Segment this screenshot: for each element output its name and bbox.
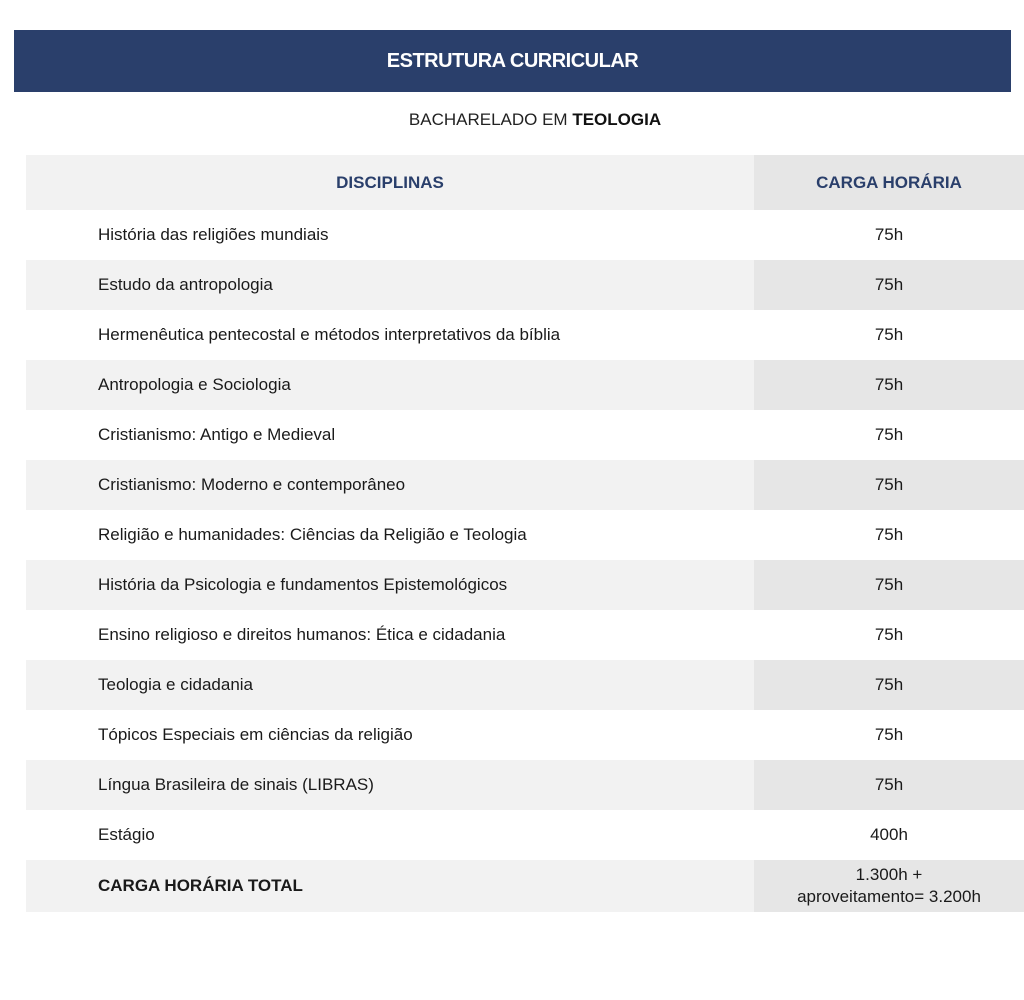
discipline-name: Teologia e cidadania — [26, 660, 754, 710]
table-row — [26, 660, 1024, 710]
total-hours-line1: 1.300h + — [855, 865, 923, 884]
discipline-name: Estudo da antropologia — [26, 260, 754, 310]
page-banner — [14, 30, 1011, 92]
discipline-name: Cristianismo: Antigo e Medieval — [26, 410, 754, 460]
discipline-name: História da Psicologia e fundamentos Epistemológicos — [26, 560, 754, 610]
discipline-hours: 75h — [754, 710, 1024, 760]
discipline-hours: 75h — [754, 560, 1024, 610]
table-row — [26, 310, 1024, 360]
curriculum-table — [26, 155, 1024, 912]
total-row — [26, 860, 1024, 912]
discipline-hours: 75h — [754, 760, 1024, 810]
discipline-name: Hermenêutica pentecostal e métodos interpretativos da bíblia — [26, 310, 754, 360]
table-row — [26, 410, 1024, 460]
banner-title: ESTRUTURA CURRICULAR — [386, 49, 639, 72]
table-row — [26, 360, 1024, 410]
table-row — [26, 460, 1024, 510]
discipline-name: Ensino religioso e direitos humanos: Ética e cidadania — [26, 610, 754, 660]
header-hours: CARGA HORÁRIA — [754, 155, 1024, 210]
discipline-name: Tópicos Especiais em ciências da religião — [26, 710, 754, 760]
table-row — [26, 760, 1024, 810]
discipline-hours: 75h — [754, 310, 1024, 360]
discipline-hours: 75h — [754, 410, 1024, 460]
table-header — [26, 155, 1024, 210]
discipline-hours: 75h — [754, 360, 1024, 410]
discipline-hours: 75h — [754, 510, 1024, 560]
discipline-name: Estágio — [26, 810, 754, 860]
table-row — [26, 560, 1024, 610]
discipline-name: História das religiões mundiais — [26, 210, 754, 260]
total-label: CARGA HORÁRIA TOTAL — [26, 860, 754, 912]
discipline-hours: 400h — [754, 810, 1024, 860]
table-row — [26, 510, 1024, 560]
discipline-name: Antropologia e Sociologia — [26, 360, 754, 410]
discipline-hours: 75h — [754, 210, 1024, 260]
course-subtitle — [0, 110, 1024, 130]
discipline-hours: 75h — [754, 660, 1024, 710]
total-hours — [754, 860, 1024, 912]
table-row — [26, 710, 1024, 760]
discipline-name: Religião e humanidades: Ciências da Religião e Teologia — [26, 510, 754, 560]
course-name: TEOLOGIA — [572, 110, 662, 129]
table-row — [26, 210, 1024, 260]
header-disciplines: DISCIPLINAS — [26, 155, 754, 210]
table-row — [26, 610, 1024, 660]
table-row — [26, 810, 1024, 860]
discipline-hours: 75h — [754, 460, 1024, 510]
subtitle-prefix: BACHARELADO EM — [408, 110, 568, 129]
total-hours-line2: aproveitamento= 3.200h — [797, 887, 981, 906]
discipline-name: Cristianismo: Moderno e contemporâneo — [26, 460, 754, 510]
table-row — [26, 260, 1024, 310]
discipline-name: Língua Brasileira de sinais (LIBRAS) — [26, 760, 754, 810]
discipline-hours: 75h — [754, 610, 1024, 660]
discipline-hours: 75h — [754, 260, 1024, 310]
